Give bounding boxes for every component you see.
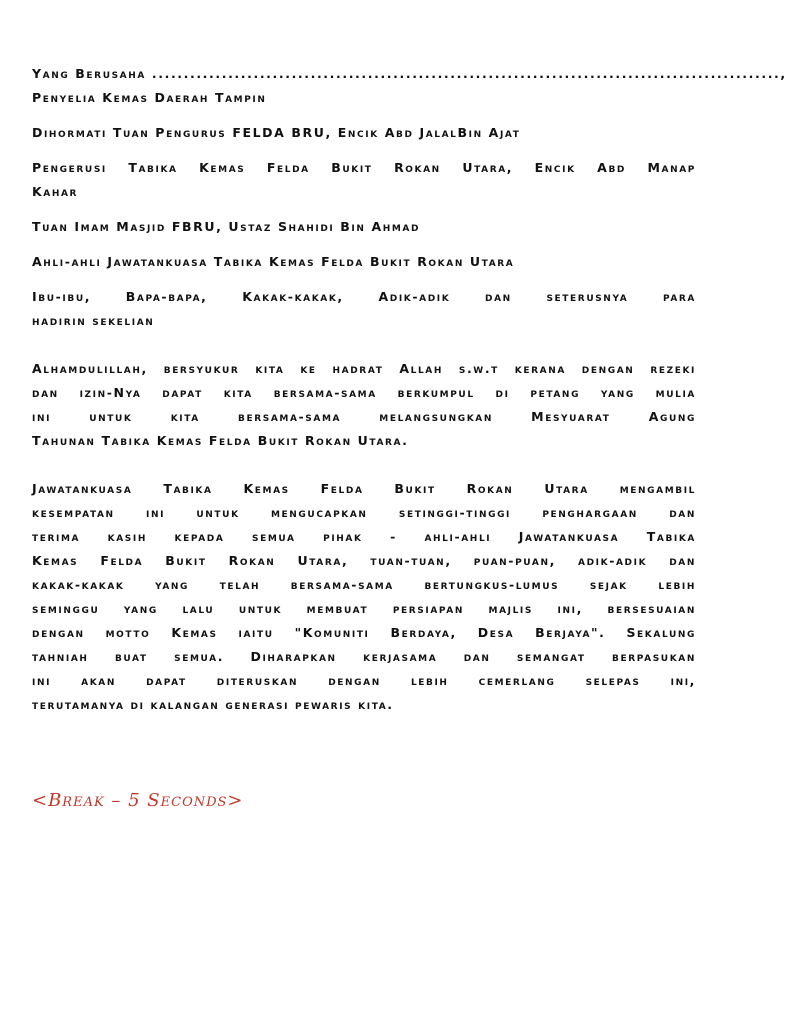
paragraph-2-line: terima kasih kepada semua pihak - ahli-ahli Jawatankuasa Tabika bbox=[32, 529, 696, 544]
paragraph-2-line: Jawatankuasa Tabika Kemas Felda Bukit Rokan Utara mengambil bbox=[32, 481, 696, 496]
greeting-line-5: Tuan Imam Masjid FBRU, Ustaz Shahidi Bin Ahmad bbox=[32, 219, 421, 234]
greeting-line-7a: Ibu-ibu, Bapa-bapa, Kakak-kakak, Adik-adik dan seterusnya para bbox=[32, 289, 696, 304]
greeting-line-1: Yang Berusaha ..................................................................................................., bbox=[32, 66, 787, 81]
paragraph-1-line: dan izin-Nya dapat kita bersama-sama berkumpul di petang yang mulia bbox=[32, 385, 696, 400]
paragraph-2-line: tahniah buat semua. Diharapkan kerjasama dan semangat berpasukan bbox=[32, 649, 696, 664]
greeting-line-4a: Pengerusi Tabika Kemas Felda Bukit Rokan Utara, Encik Abd Manap bbox=[32, 160, 696, 175]
paragraph-1-line: ini untuk kita bersama-sama melangsungkan Mesyuarat Agung bbox=[32, 409, 696, 424]
paragraph-2-line: Kemas Felda Bukit Rokan Utara, tuan-tuan, puan-puan, adik-adik dan bbox=[32, 553, 696, 568]
break-note: <Break – 5 Seconds> bbox=[32, 790, 244, 811]
paragraph-2-line: seminggu yang lalu untuk membuat persiapan majlis ini, bersesuaian bbox=[32, 601, 696, 616]
paragraph-1-line: Alhamdulillah, bersyukur kita ke hadrat Allah s.w.t kerana dengan rezeki bbox=[32, 361, 696, 376]
speech-document bbox=[32, 62, 787, 717]
paragraph-1 bbox=[32, 357, 696, 453]
greeting-line-7b: hadirin sekelian bbox=[32, 313, 155, 328]
paragraph-1-line: Tahunan Tabika Kemas Felda Bukit Rokan Utara. bbox=[32, 433, 409, 448]
paragraph-2-line: kesempatan ini untuk mengucapkan setinggi-tinggi penghargaan dan bbox=[32, 505, 696, 520]
greeting-line-4b: Kahar bbox=[32, 184, 79, 199]
greeting-line-6: Ahli-ahli Jawatankuasa Tabika Kemas Felda Bukit Rokan Utara bbox=[32, 254, 515, 269]
paragraph-2-line: kakak-kakak yang telah bersama-sama bertungkus-lumus sejak lebih bbox=[32, 577, 696, 592]
greeting-line-3: Dihormati Tuan Pengurus FELDA BRU, Encik Abd JalalBin Ajat bbox=[32, 125, 521, 140]
greeting-line-2: Penyelia Kemas Daerah Tampin bbox=[32, 90, 267, 105]
paragraph-2 bbox=[32, 477, 696, 717]
paragraph-2-line: dengan motto Kemas iaitu "Komuniti Berdaya, Desa Berjaya". Sekalung bbox=[32, 625, 696, 640]
paragraph-2-line: terutamanya di kalangan generasi pewaris kita. bbox=[32, 697, 394, 712]
paragraph-2-line: ini akan dapat diteruskan dengan lebih cemerlang selepas ini, bbox=[32, 673, 696, 688]
